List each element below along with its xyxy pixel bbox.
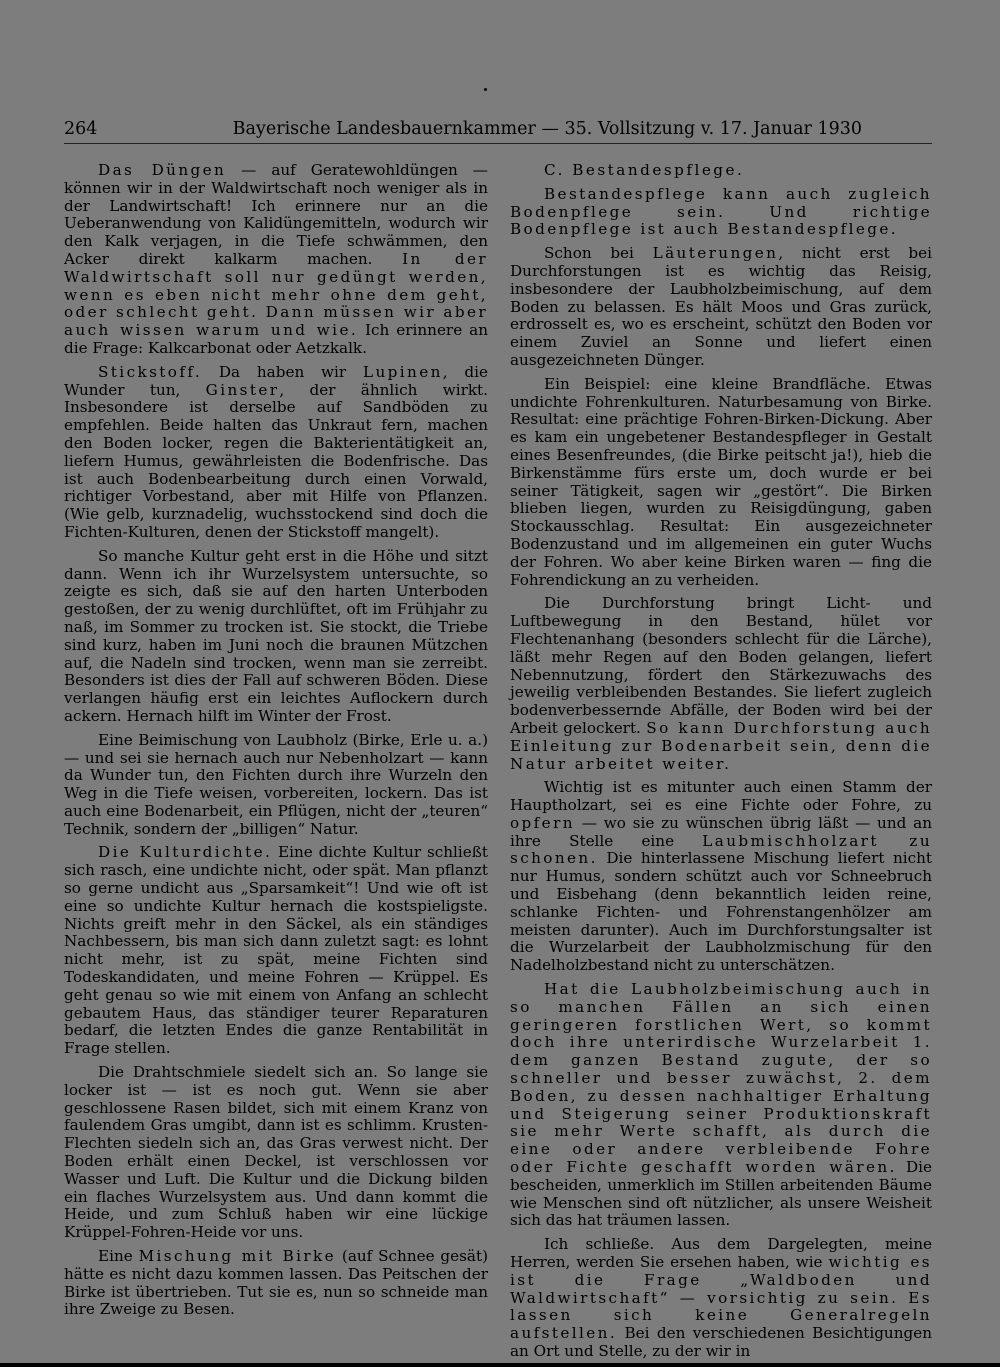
paragraph-laubholzbeimischung — [510, 981, 932, 1230]
spaced-text: In der Waldwirtschaft soll nur gedüngt werden, wenn es eben nicht mehr ohne dem geht, oder schlecht geht. Dann müssen wir aber auch wissen warum und wie. — [64, 249, 488, 340]
body-text: Eine dichte Kultur schließt sich rasch, eine undichte nicht, oder spät. Man pflanzt so gerne undicht aus „Sparsamkeit“! Und wie oft ist eine so undichte Kultur hernach die kostspieligste. Nichts greift mehr in den Säckel, als ein ständiges Nachbessern, bis man sich dann zuletzt sagt: es lohnt nicht mehr, ist zu spät, meine Fichten sind Todeskandidaten, und meine Fohren — Krüppel. Es geht genau so wie mit einem von Anfang an schlecht gebautem Haus, das ständiger teurer Reparaturen bedarf, die letzten Endes die ganze Rentabilität in Frage stellen. — [64, 843, 489, 1058]
right-column — [510, 162, 932, 1367]
body-text: Ich erinnere an die Frage: Kalkcarbonat oder Aetzkalk. — [64, 321, 488, 357]
body-text: Die bescheiden, unmerklich im Stillen arbeitenden Bäume wie Menschen sind oft nützlicher, als unsere Weisheit sich das hat träumen lassen. — [510, 1158, 932, 1230]
body-text: Wichtig ist es mitunter auch einen Stamm der Hauptholzart, sei es eine Fichte oder Fohre, zu — [510, 778, 932, 815]
spaced-text: wichtig es ist die Frage „Waldboden und Waldwirtschaft“ — vorsichtig zu sein. Es lassen sich keine Generalregeln aufstellen. — [510, 1253, 933, 1343]
header-rule — [64, 143, 932, 144]
body-text: Die hinterlassene Mischung liefert nicht nur Humus, sondern schützt auch vor Schneebruch und Eisbehang (denn bekanntlich leiden reine, schlanke Fichten- und Fohrenstangenhölzer am meisten darunter). Auch im Durchforstungsalter ist die Wurzelarbeit der Laubholzmischung für den Nadelholzbestand nicht zu unterschätzen. — [510, 849, 932, 975]
paragraph-stickstoff — [64, 364, 488, 542]
spaced-text: Laubmischholzart zu schonen. — [510, 831, 932, 868]
body-text: , der ähnlich wirkt. Insbesondere ist derselbe auf Sandböden zu empfehlen. Beide halten das Unkraut fern, machen den Boden locker, regen die Bakterientätigkeit an, liefern Humus, gewährleisten die Bodenfrische. Das ist auch Bodenbearbeitung durch einen Vorwald, richtiger Vorbestand, aber mit Hilfe von Pflanzen. (Wie gelb, kurznadelig, wuchsstockend sind doch die Fichten-Kulturen, denen der Stickstoff mangelt). — [64, 380, 488, 541]
paragraph-schluss — [510, 1236, 932, 1361]
page-header — [64, 117, 932, 141]
speck-mark — [484, 88, 487, 91]
paragraph-kultur: So manche Kultur geht erst in die Höhe und sitzt dann. Wenn ich ihr Wurzelsystem untersuchte, so zeigte es sich, daß sie auf den harten Unterboden gestoßen, der zu wenig durchlüftet, oft im Frühjahr zu naß, im Sommer zu trocken ist. Sie stockt, die Triebe sind kurz, haben im Juni noch die braunen Mützchen auf, die Nadeln sind trocken, wenn man sie zerreibt. Besonders ist dies der Fall auf schweren Böden. Diese verlangen häufig erst ein leichtes Auflockern durch ackern. Hernach hilft im Winter der Frost. — [64, 546, 488, 725]
paragraph-beispiel: Ein Beispiel: eine kleine Brandfläche. Etwas undichte Fohrenkulturen. Naturbesamung von Birke. Resultat: eine prächtige Fohren-Birken-Dickung. Aber es kam ein ungebetener Bestandespfleger in Gestalt eines Besenfreundes, (die Birke peitscht ja!), hieb die Birkenstämme fürs erste um, doch wurde er bei seiner Tätigkeit, sagen wir „gestört“. Die Birken blieben liegen, wurden zu Reisigdüngung, gaben Stockausschlag. Resultat: Ein ausgezeichneter Bodenzustand und im allgemeinen ein guter Wuchs der Fohren. Wo aber keine Birken waren — fing die Fohrendickung an zu verheiden. — [510, 374, 932, 589]
body-text: Bei den verschiedenen Besichtigungen an Ort und Stelle, zu der wir in — [510, 1324, 932, 1360]
body-text: Schon bei — [544, 244, 653, 263]
body-text: — auf Geratewohldüngen — können wir in der Waldwirtschaft noch weniger als in der Landwirtschaft! Ich erinnere nur an die Ueberanwendung von Kalidüngemitteln, wodurch wir den Kalk verjagen, in die Tiefe schwämmen, den Acker direkt kalkarm machen. — [64, 161, 488, 268]
running-title: Bayerische Landesbauernkammer — 35. Vollsitzung v. 17. Januar 1930 — [232, 119, 862, 139]
page-number: 264 — [64, 119, 98, 139]
paragraph-bestandespflege — [510, 186, 932, 239]
body-text: Eine — [98, 1247, 139, 1266]
body-text: , nicht erst bei Durchforstungen ist es wichtig das Reisig, insbesondere der Laubholzbeimischung, auf dem Boden zu belassen. Es hält Moos und Gras zurück, erdrosselt es, wo es erscheint, schützt den Boden vor einem Zuviel an Sonne und liefert einen ausgezeichneten Dünger. — [510, 244, 932, 369]
paragraph-durchforstung — [510, 595, 932, 773]
body-text: Ich schließe. Aus dem Dargelegten, meine Herren, werden Sie ersehen haben, wie — [510, 1235, 932, 1272]
body-text: , die Wunder tun, — [64, 362, 488, 399]
paragraph-laeuterungen — [510, 245, 932, 370]
paragraph-laubholz: Eine Beimischung von Laubholz (Birke, Erle u. a.) — und sei sie hernach auch nur Nebenholzart — kann da Wunder tun, den Fichten durch ihre Wurzeln den Weg in die Tiefe weisen, vorbereiten, lockern. Das ist auch eine Bodenarbeit, ein Pflügen, nicht der „teuren“ Technik, sondern der „billigen“ Natur. — [64, 730, 488, 838]
body-text: (auf Schnee gesät) hätte es nicht dazu kommen lassen. Das Peitschen der Birke ist übertrieben. Tut sie es, nun so schneide man ihre Zweige zu Besen. — [64, 1247, 489, 1319]
body-text: Die Durchforstung bringt Licht- und Luftbewegung in den Bestand, hület vor Flechtenanhang (besonders schlecht für die Lärche), läßt mehr Regen auf den Boden gelangen, liefert Nebennutzung, fördert den Stärkezuwachs des jeweilig verbleibenden Bestandes. Sie liefert zugleich bodenverbessernde Abfälle, der Boden wird bei der Arbeit gelockert. — [510, 594, 932, 737]
spaced-text: Hat die Laubholzbeimischung auch in so manchen Fällen an sich einen geringeren forstlichen Wert, so kommt doch ihre unterirdische Wurzelarbeit 1. dem ganzen Bestand zugute, der so schneller und besser zuwächst, 2. dem Boden, zu dessen nachhaltiger Erhaltung und Steigerung seiner Produktionskraft sie mehr Werte schafft, als durch die eine oder andere verbleibende Fohre oder Fichte geschafft worden wären. — [510, 980, 932, 1177]
spaced-text: Läuterungen — [652, 244, 779, 263]
section-heading: C. Bestandespflege. — [544, 161, 745, 179]
spaced-text: Lupinen — [362, 362, 443, 381]
left-column — [64, 162, 488, 1325]
spaced-text: Stickstoff. — [98, 362, 203, 381]
spaced-text: opfern — [510, 813, 575, 832]
spaced-text: Das Düngen — [98, 161, 227, 179]
spaced-text: Bestandespflege kann auch zugleich Bodenpflege sein. Und richtige Bodenpflege ist auch Bestandespflege. — [510, 184, 932, 239]
spaced-text: So kann Durchforstung auch Einleitung zur Bodenarbeit sein, denn die Natur arbeitet weiter. — [510, 718, 933, 773]
paragraph-birke — [64, 1248, 488, 1319]
paragraph-drahtschmiele: Die Drahtschmiele siedelt sich an. So lange sie locker ist — ist es noch gut. Wenn sie aber geschlossene Rasen bildet, sich mit einem Kranz von faulendem Gras umgibt, dann ist es schlimm. Krusten-Flechten siedeln sich an, das Gras verwest nicht. Der Boden erhält einen Deckel, ist verschlossen vor Wasser und Luft. Die Kultur und die Dickung bilden ein flaches Wurzelsystem aus. Und dann kommt die Heide, und zum Schluß haben wir eine lückige Krüppel-Fohren-Heide vor uns. — [64, 1063, 488, 1242]
body-text: Da haben wir — [202, 362, 363, 381]
body-text: — wo sie zu wünschen übrig läßt — und an ihre Stelle eine — [510, 813, 932, 850]
paragraph-duengen — [64, 162, 488, 358]
paragraph-opfern — [510, 779, 932, 975]
spaced-text: Ginster — [205, 380, 280, 399]
paragraph-kulturdichte — [64, 844, 488, 1058]
spaced-text: Mischung mit Birke — [138, 1247, 337, 1266]
spaced-text: Die Kulturdichte. — [98, 843, 273, 862]
